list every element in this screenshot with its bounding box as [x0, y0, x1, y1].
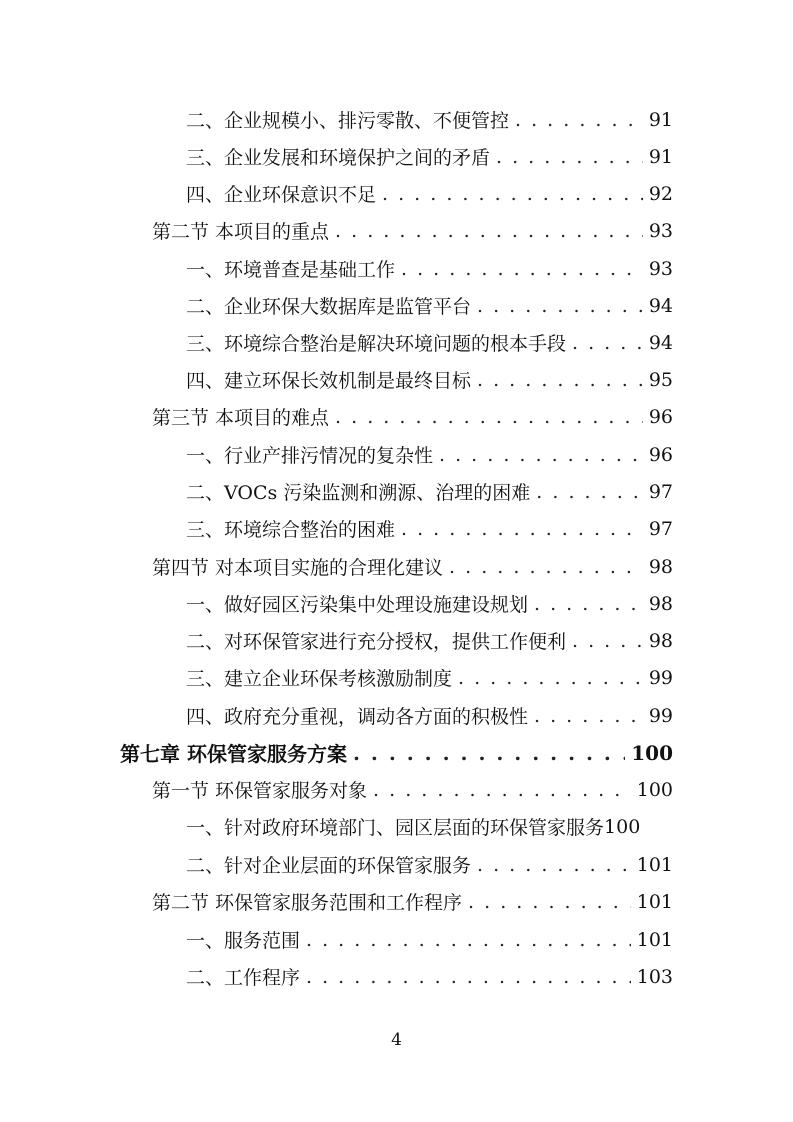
toc-entry-title: 二、VOCs 污染监测和溯源、治理的困难 [186, 482, 531, 504]
toc-entry-page: 98 [648, 592, 673, 615]
toc-entry-title: 一、针对政府环境部门、园区层面的环保管家服务 [186, 817, 605, 839]
toc-entry-title: 一、服务范围 [186, 930, 301, 952]
toc-entry[interactable] [186, 585, 673, 622]
toc-entry-page: 97 [648, 480, 673, 503]
toc-leader-dots [534, 593, 643, 615]
toc-leader-dots [401, 258, 643, 280]
toc-entry[interactable] [186, 175, 673, 212]
toc-entry[interactable] [186, 958, 673, 995]
toc-entry-page: 91 [648, 108, 673, 131]
toc-entry-page: 100 [604, 815, 641, 838]
toc-entry-title: 第二节 环保管家服务范围和工作程序 [152, 892, 463, 914]
toc-leader-dots [306, 929, 631, 951]
toc-entry-title: 第七章 环保管家服务方案 [120, 742, 347, 766]
toc-entry-page: 101 [636, 890, 673, 913]
toc-entry-page: 101 [636, 853, 673, 876]
toc-leader-dots [572, 630, 643, 652]
toc-leader-dots [534, 705, 643, 727]
toc-entry-title: 三、企业发展和环境保护之间的矛盾 [186, 147, 491, 169]
toc-entry[interactable] [186, 808, 687, 845]
toc-entry-page: 97 [648, 517, 673, 540]
toc-entry-page: 93 [648, 219, 673, 242]
toc-leader-dots [468, 891, 631, 913]
toc-entry-page: 92 [648, 182, 673, 205]
toc-entry[interactable] [186, 436, 673, 473]
toc-entry-page: 100 [636, 778, 673, 801]
toc-leader-dots [449, 556, 643, 578]
toc-entry[interactable] [186, 361, 673, 398]
toc-entry[interactable] [186, 287, 673, 324]
toc-entry[interactable] [152, 548, 673, 585]
toc-entry-title: 第四节 对本项目实施的合理化建议 [152, 557, 444, 579]
toc-entry-title: 第二节 本项目的重点 [152, 221, 330, 243]
toc-entry-title: 三、环境综合整治的困难 [186, 519, 396, 541]
toc-entry[interactable] [186, 921, 673, 958]
toc-entry-page: 98 [648, 629, 673, 652]
toc-leader-dots [496, 146, 643, 168]
toc-entry-title: 二、工作程序 [186, 967, 301, 989]
toc-leader-dots [335, 220, 643, 242]
toc-entry-page: 94 [648, 294, 673, 317]
toc-leader-dots [536, 481, 643, 503]
toc-entry-page: 99 [648, 704, 673, 727]
toc-leader-dots [458, 667, 643, 689]
toc-entry[interactable] [120, 734, 673, 771]
toc-entry[interactable] [186, 659, 673, 696]
toc-entry[interactable] [186, 101, 673, 138]
toc-leader-dots [335, 406, 643, 428]
toc-entry[interactable] [152, 771, 673, 808]
toc-entry-page: 94 [648, 331, 673, 354]
toc-entry[interactable] [152, 883, 673, 920]
toc-leader-dots [477, 295, 643, 317]
toc-leader-dots [373, 779, 631, 801]
toc-leader-dots [477, 854, 631, 876]
toc-entry-page: 99 [648, 666, 673, 689]
toc-entry[interactable] [186, 138, 673, 175]
toc-entry-title: 二、对环保管家进行充分授权，提供工作便利 [186, 631, 567, 653]
toc-entry-page: 95 [648, 368, 673, 391]
toc-entry-page: 101 [636, 928, 673, 951]
toc-leader-dots [401, 518, 643, 540]
toc-entry-page: 96 [648, 443, 673, 466]
toc-entry[interactable] [186, 510, 673, 547]
toc-entry-title: 一、环境普查是基础工作 [186, 259, 396, 281]
toc-entry-title: 第三节 本项目的难点 [152, 407, 330, 429]
toc-entry-title: 四、政府充分重视，调动各方面的积极性 [186, 706, 529, 728]
toc-leader-dots [572, 332, 643, 354]
toc-leader-dots [382, 183, 643, 205]
toc-entry-title: 二、企业规模小、排污零散、不便管控 [186, 110, 510, 132]
toc-entry-page: 98 [648, 555, 673, 578]
toc-leader-dots [353, 741, 625, 765]
toc-entry[interactable] [186, 324, 673, 361]
toc-leader-dots [306, 966, 631, 988]
toc-leader-dots [439, 444, 643, 466]
toc-entry-title: 三、环境综合整治是解决环境问题的根本手段 [186, 333, 567, 355]
toc-entry-page: 103 [636, 965, 673, 988]
toc-entry-title: 三、建立企业环保考核激励制度 [186, 668, 453, 690]
toc-entry[interactable] [186, 250, 673, 287]
toc-entry-title: 一、做好园区污染集中处理设施建设规划 [186, 594, 529, 616]
toc-entry[interactable] [186, 697, 673, 734]
toc-entry-title: 二、企业环保大数据库是监管平台 [186, 296, 472, 318]
toc-entry-title: 四、建立环保长效机制是最终目标 [186, 370, 472, 392]
toc-entry-title: 第一节 环保管家服务对象 [152, 780, 368, 802]
toc-entry[interactable] [152, 398, 673, 435]
toc-entry-page: 91 [648, 145, 673, 168]
toc-entry[interactable] [152, 212, 673, 249]
toc-entry[interactable] [186, 473, 673, 510]
toc-entry-page: 96 [648, 405, 673, 428]
page-number: 4 [391, 1030, 402, 1050]
toc-entry-title: 四、企业环保意识不足 [186, 184, 377, 206]
toc-leader-dots [515, 109, 643, 131]
toc-entry-title: 一、行业产排污情况的复杂性 [186, 445, 434, 467]
toc-entry-page: 100 [631, 740, 673, 765]
toc-entry[interactable] [186, 622, 673, 659]
toc-entry-page: 93 [648, 257, 673, 280]
toc-entry-title: 二、针对企业层面的环保管家服务 [186, 855, 472, 877]
toc-entry[interactable] [186, 846, 673, 883]
toc-leader-dots [477, 369, 643, 391]
